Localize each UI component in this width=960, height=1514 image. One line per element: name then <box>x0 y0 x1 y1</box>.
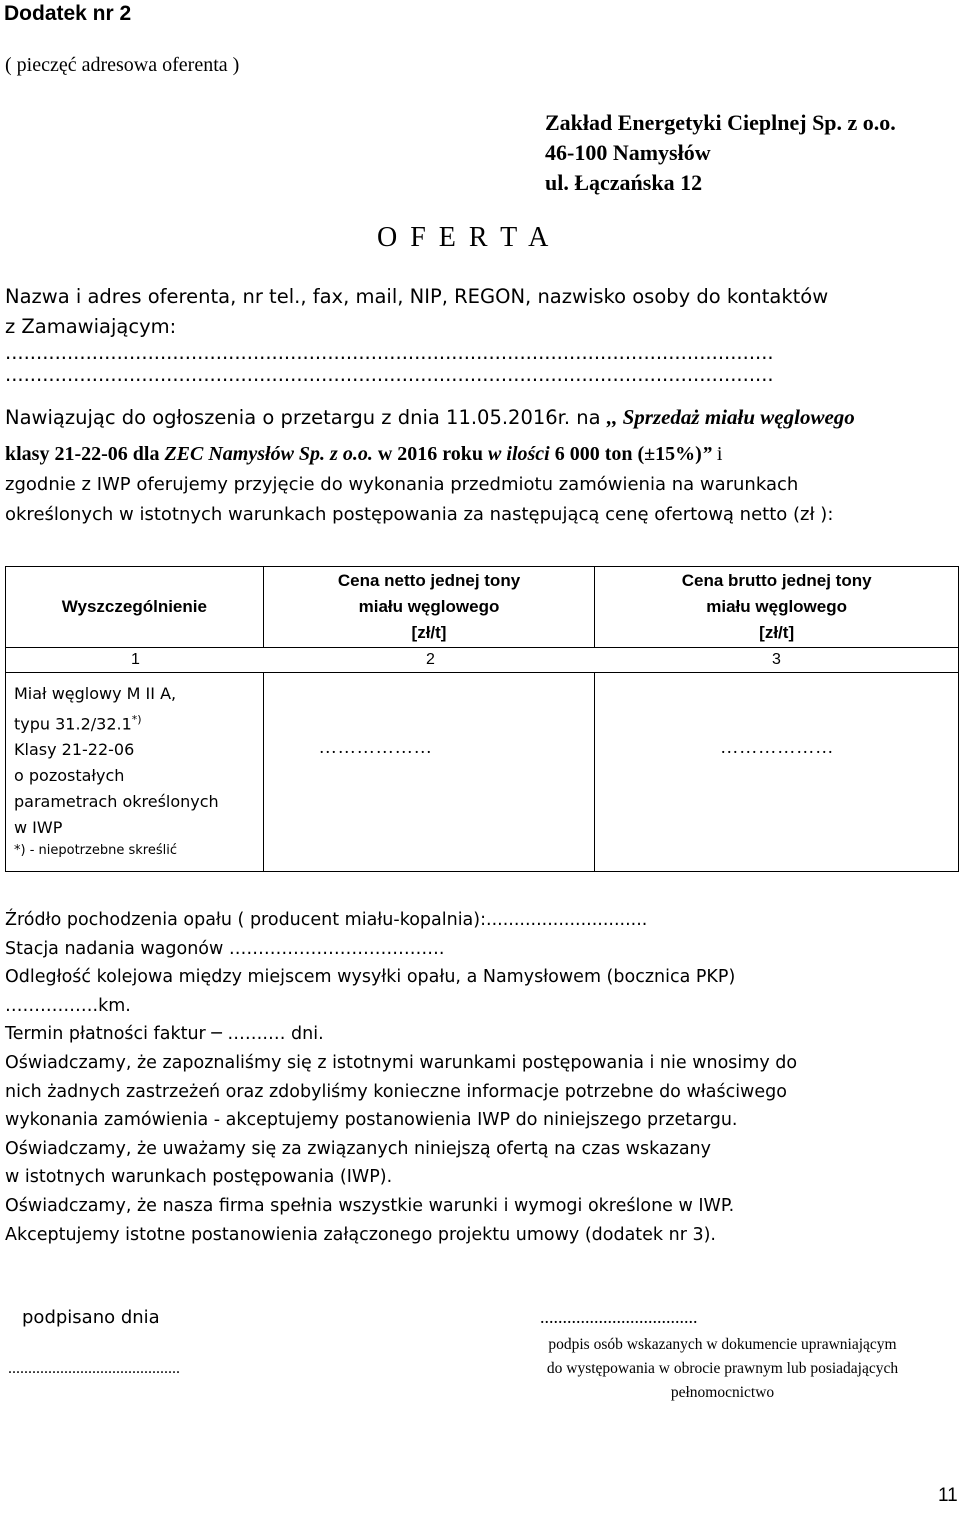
table-row <box>6 673 959 872</box>
recipient-name: Zakład Energetyki Cieplnej Sp. z o.o. <box>545 110 896 135</box>
recipient-city: 46-100 Namysłów <box>545 140 711 165</box>
tender-subject: ,, Sprzedaż miału węglowego <box>606 405 855 429</box>
signed-date-label: podpisano dnia <box>22 1307 160 1328</box>
net-price-cell[interactable]: ……………… <box>263 673 595 872</box>
tender-quantity: 6 000 ton ( <box>549 443 645 465</box>
tender-line <box>5 403 955 432</box>
tender-details <box>5 440 955 468</box>
signature-field: ................................... <box>540 1307 698 1327</box>
tender-year: w 2016 roku <box>372 443 489 465</box>
column-numbers-1-2: 1 2 <box>6 648 595 673</box>
tender-class: klasy 21-22-06 dla <box>5 443 165 465</box>
declaration-line: Akceptujemy istotne postanowienia załączonego projektu umowy (dodatek nr 3). <box>5 1224 716 1245</box>
item-description: Miał węglowy M II A, typu 31.2/32.1*) Klasy 21-22-06 o pozostałych parametrach określonych w IWP *) - niepotrzebne skreślić <box>6 673 264 872</box>
rail-distance-field: Odległość kolejowa między miejscem wysyłki opału, a Namysłowem (bocznica PKP) <box>5 967 736 988</box>
declaration-line: nich żadnych zastrzeżeń oraz zdobyliśmy konieczne informacje potrzebne do właściwego <box>5 1081 787 1102</box>
declaration-line: Oświadczamy, że zapoznaliśmy się z istotnymi warunkami postępowania i nie wnosimy do <box>5 1052 798 1073</box>
tender-line <box>5 440 955 468</box>
tender-and: i <box>711 443 723 465</box>
header-gross-price: Cena brutto jednej tony miału węglowego [zł/t] <box>595 567 959 648</box>
offer-statement <box>5 470 955 530</box>
tender-reference <box>5 403 955 432</box>
offer-heading: O F E R T A <box>377 222 552 253</box>
column-number-3: 3 <box>595 648 959 673</box>
tender-company: ZEC Namysłów Sp. z o.o. <box>164 443 373 465</box>
header-net-price: Cena netto jednej tony miału węglowego [zł/t] <box>263 567 595 648</box>
header-description: Wyszczególnienie <box>6 567 264 648</box>
offerer-info <box>5 282 955 386</box>
tender-plusminus: ± <box>644 443 656 465</box>
tender-tolerance: 15%) <box>655 443 702 465</box>
tender-quantity-label: w ilości <box>488 443 550 465</box>
declaration-line: Oświadczamy, że uważamy się za związanych niniejszą ofertą na czas wskazany <box>5 1138 712 1159</box>
offerer-info-line: Nazwa i adres oferenta, nr tel., fax, mail, NIP, REGON, nazwisko osoby do kontaktów <box>5 285 829 308</box>
price-table <box>5 566 959 872</box>
declaration-line: w istotnych warunkach postępowania (IWP). <box>5 1167 393 1188</box>
dotted-line: ............................................................................................................................ <box>5 341 774 364</box>
signature-caption: podpis osób wskazanych w dokumencie uprawniającym do występowania w obrocie prawnym lub posiadających pełnomocnictwo <box>546 1336 899 1401</box>
offer-statement-line: zgodnie z IWP oferujemy przyjęcie do wykonania przedmiotu zamówienia na warunkach <box>5 474 799 495</box>
offer-declarations <box>5 906 797 1249</box>
declaration-line: wykonania zamówienia - akceptujemy postanowienia IWP do niniejszego przetargu. <box>5 1110 738 1131</box>
recipient-street: ul. Łączańska 12 <box>545 170 703 195</box>
tender-text: Nawiązując do ogłoszenia o przetargu z dnia 11.05.2016r. na <box>5 406 607 429</box>
declaration-line: Oświadczamy, że nasza firma spełnia wszystkie warunki i wymogi określone w IWP. <box>5 1195 735 1216</box>
tender-quote: ” <box>701 443 712 465</box>
column-number-row <box>6 648 959 673</box>
dotted-line: ............................................................................................................................ <box>5 363 774 386</box>
page-number: 11 <box>938 1485 958 1506</box>
offerer-info-line: z Zamawiającym: <box>5 315 177 338</box>
offer-statement-line: określonych w istotnych warunkach postępowania za następującą cenę ofertową netto (zł ): <box>5 504 834 525</box>
gross-price-cell[interactable]: ……………… <box>595 673 959 872</box>
payment-term-field: Termin płatności faktur ─ …….… dni. <box>5 1024 324 1045</box>
coal-source-field: Źródło pochodzenia opału ( producent miału-kopalnia):............................. <box>5 910 648 930</box>
rail-distance-value: …………….km. <box>5 995 131 1016</box>
loading-station-field: Stacja nadania wagonów ………………………………. <box>5 938 445 959</box>
stamp-placeholder: ( pieczęć adresowa oferenta ) <box>5 54 240 76</box>
recipient-address <box>545 108 896 198</box>
document-title: Dodatek nr 2 <box>4 2 132 25</box>
signed-date-field: ........................................... <box>8 1360 180 1377</box>
